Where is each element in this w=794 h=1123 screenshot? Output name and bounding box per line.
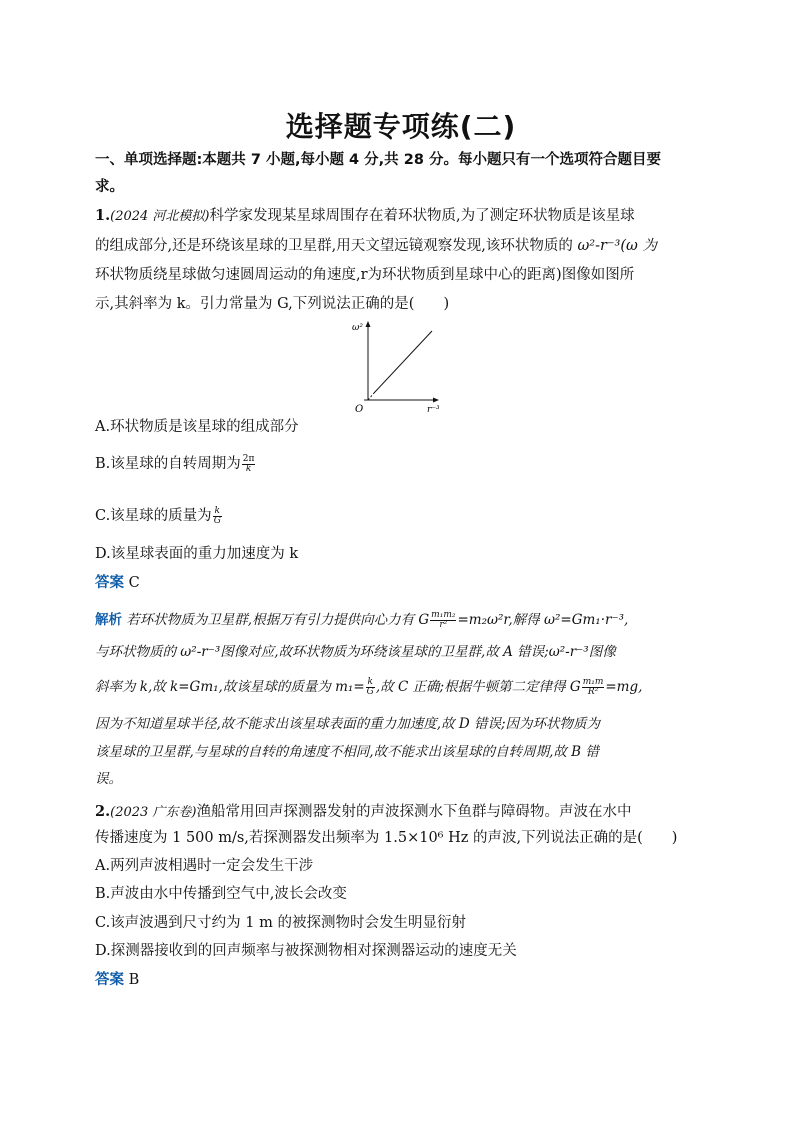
q1-stem-line2	[95, 236, 657, 256]
y-axis-arrow	[366, 321, 371, 327]
q1-option-b-text: B.该星球的自转周期为	[95, 456, 241, 472]
q1-answer-value: C	[128, 575, 140, 591]
q2-answer-label: 答案	[95, 972, 124, 988]
q1-stem-text2: 的组成部分,还是环绕该星球的卫星群,用天文望远镜观察发现,该环状物质的	[95, 238, 578, 254]
q1-option-b-fraction: $\frac{2\pi}{k}$	[242, 453, 255, 474]
page-title: 选择题专项练(二)	[285, 110, 517, 143]
q2-source: (2023 广东卷)	[110, 805, 197, 820]
section-heading-line2: 求。	[95, 179, 124, 195]
q1-analysis-line6: 误。	[95, 771, 122, 787]
q1-stem-line1	[95, 206, 635, 227]
q1-answer	[95, 573, 140, 593]
q1-answer-label: 答案	[95, 575, 124, 591]
data-line	[374, 331, 432, 393]
q1-analysis-label: 解析	[95, 612, 122, 628]
q1-analysis-line5: 该星球的卫星群,与星球的自转的角速度不相同,故不能求出该星球的自转周期,故 B 错	[95, 744, 599, 760]
section-heading-line1: 一、单项选择题:本题共 7 小题,每小题 4 分,共 28 分。每小题只有一个选项符合题目要	[95, 152, 661, 168]
q1-option-c	[95, 506, 223, 526]
x-axis-arrow	[433, 398, 439, 403]
q1-stem-formula: ω²-r⁻³(ω 为	[577, 238, 657, 254]
q1-option-d: D.该星球表面的重力加速度为 k	[95, 546, 299, 562]
q1-stem-text1: 科学家发现某星球周围存在着环状物质,为了测定环状物质是该星球	[209, 208, 635, 224]
q1-analysis-line4: 因为不知道星球半径,故不能求出该星球表面的重力加速度,故 D 错误;因为环状物质为	[95, 716, 601, 732]
q1-graph	[350, 318, 450, 413]
q1-stem-line4: 示,其斜率为 k。引力常量为 G,下列说法正确的是( )	[95, 296, 450, 312]
q1-analysis-line2: 与环状物质的 ω²-r⁻³图像对应,故环状物质为环绕该星球的卫星群,故 A 错误;ω²-r⁻³图像	[95, 644, 616, 660]
q1-number: 1.	[95, 207, 111, 224]
q2-stem-line2: 传播速度为 1 500 m/s,若探测器发出频率为 1.5×10⁶ Hz 的声波,下列说法正确的是( )	[95, 830, 678, 846]
q2-stem-line1	[95, 802, 632, 823]
q2-option-a: A.两列声波相遇时一定会发生干涉	[95, 858, 314, 874]
q1-option-c-fraction: $\frac{k}{G}$	[213, 505, 221, 526]
analysis-fraction-3: $\frac{\text{m₁m}}{\text{R²}}$	[582, 677, 604, 697]
q2-option-d: D.探测器接收到的回声频率与被探测物相对探测器运动的速度无关	[95, 943, 517, 959]
analysis-fraction-2: $\frac{k}{G}$	[366, 677, 374, 697]
q2-stem-text1: 渔船常用回声探测器发射的声波探测水下鱼群与障碍物。声波在水中	[196, 804, 632, 820]
q1-stem-line3: 环状物质绕星球做匀速圆周运动的角速度,r为环状物质到星球中心的距离)图像如图所	[95, 267, 635, 283]
graph-origin: O	[355, 404, 364, 413]
q2-number: 2.	[95, 803, 111, 820]
q2-answer-value: B	[128, 972, 140, 988]
q1-option-a: A.环状物质是该星球的组成部分	[95, 419, 299, 435]
q1-source: (2024 河北模拟)	[110, 209, 210, 224]
q1-analysis-line3: 斜率为 k,故 k=Gm₁,故该星球的质量为 m₁= $\frac{k}{G}$ ,故 C 正确;根据牛顿第二定律得 G $\frac{\text{m₁m}}{\text{R²}}$ =mg,	[95, 677, 643, 697]
q1-analysis-line1: 解析 若环状物质为卫星群,根据万有引力提供向心力有 G $\frac{\text{m₁m₂}}{\text{r²}}$ =m₂ω²r,解得 ω²=Gm₁·r⁻³,	[95, 610, 629, 630]
q2-option-c: C.该声波遇到尺寸约为 1 m 的被探测物时会发生明显衍射	[95, 915, 466, 931]
graph-y-label: ω²	[352, 323, 363, 333]
q1-option-b	[95, 454, 256, 474]
graph-x-label: r⁻³	[427, 405, 440, 413]
q2-answer	[95, 970, 139, 990]
q1-option-c-text: C.该星球的质量为	[95, 508, 212, 524]
analysis-fraction-1: $\frac{\text{m₁m₂}}{\text{r²}}$	[431, 610, 456, 630]
dashed-extension	[368, 393, 374, 400]
q2-option-b: B.声波由水中传播到空气中,波长会改变	[95, 886, 347, 902]
